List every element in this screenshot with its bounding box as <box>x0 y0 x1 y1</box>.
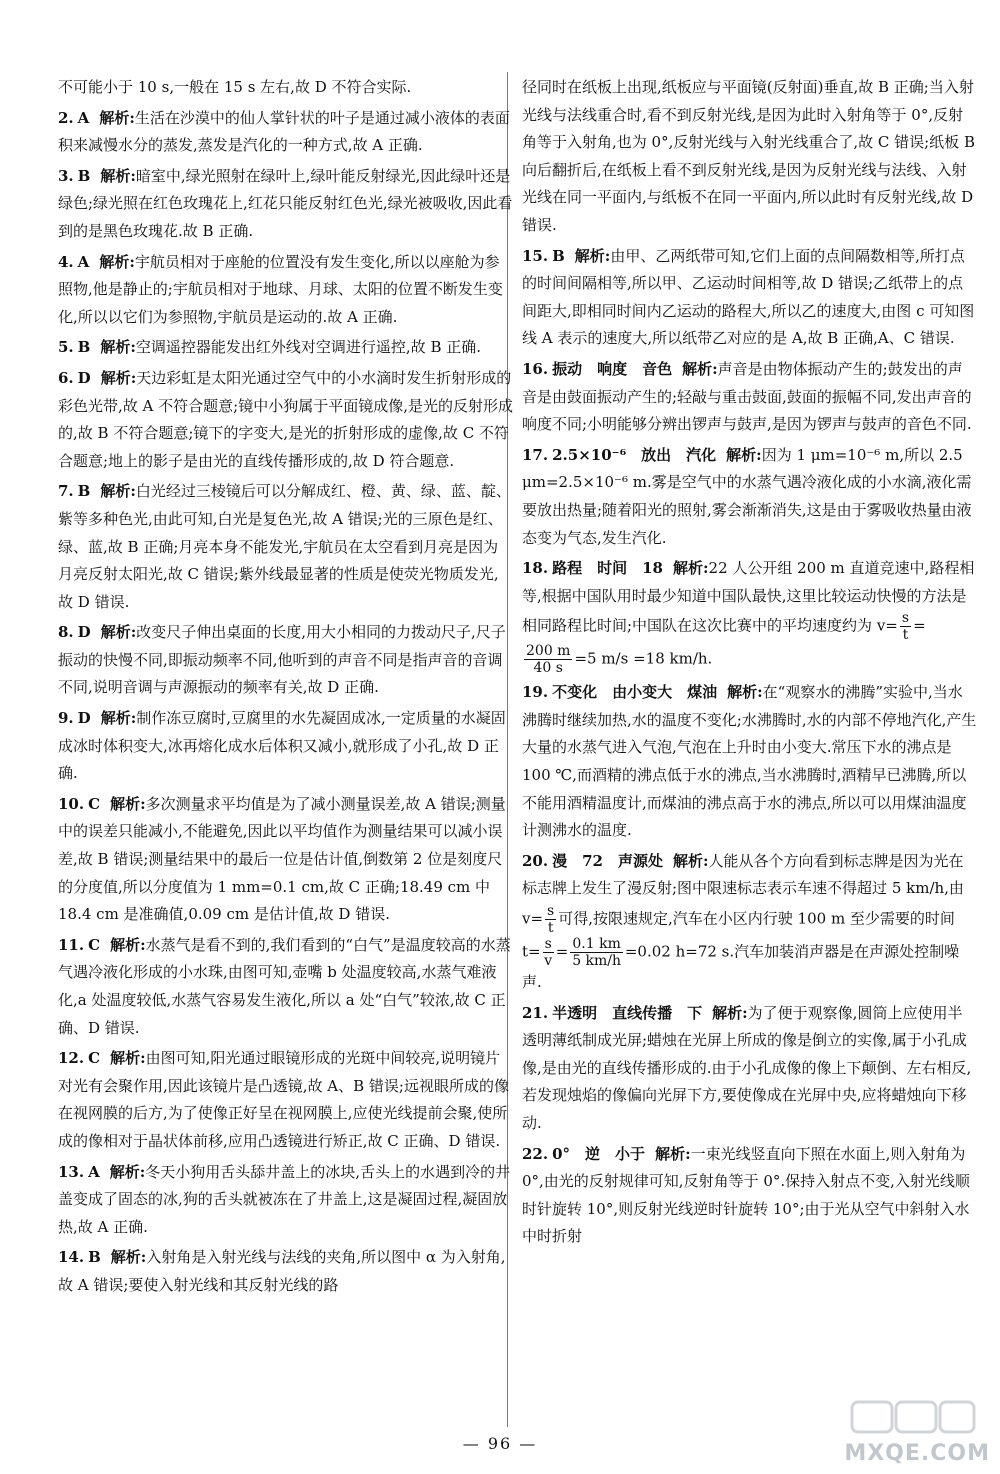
analysis-label: 解析: <box>574 246 611 265</box>
fraction-denominator: t <box>902 627 909 644</box>
left-column <box>58 74 513 1303</box>
answer-entry <box>58 791 513 929</box>
answer-key: D <box>77 368 91 387</box>
answer-entry <box>58 705 513 788</box>
analysis-label: 解析: <box>110 794 146 813</box>
answer-entry <box>58 365 513 475</box>
analysis-text: 由图可知,阳光通过眼镜形成的光斑中间较亮,说明镜片对光有会聚作用,因此该镜片是凸透镜,故 A、B 错误;远视眼所成的像在视网膜的后方,为了使像正好呈在视网膜上,应使光线提前会聚,使所成的像相对于晶状体前移,应用凸透镜进行矫正,故 C 正确、D 错误. <box>58 1049 509 1150</box>
analysis-text: 由甲、乙两纸带可知,它们上面的点间隔数相等,所打点的时间间隔相等,所以甲、乙运动时间相等,故 D 错误;乙纸带上的点间距大,即相同时间内乙运动的路程大,所以乙的速度大,由图 c 可知图线 A 表示的速度大,所以纸带乙对应的是 A,故 B 正确,A、C 错误. <box>522 246 975 348</box>
answer-entry <box>58 163 513 246</box>
answer-entry <box>58 932 513 1042</box>
question-number: 16. <box>522 359 549 378</box>
analysis-text: =0.02 h=72 s.汽车加装消声器是在声源处控制噪声. <box>522 942 960 992</box>
answer-entry <box>58 478 513 616</box>
answer-key: A <box>77 252 90 271</box>
answer-key: C <box>88 794 101 813</box>
analysis-text: 暗室中,绿光照射在绿叶上,绿叶能反射绿光,因此绿叶还是绿色;绿光照在红色玫瑰花上,红花只能反射红色光,绿光被吸收,因此看到的是黑色玫瑰花.故 B 正确. <box>58 166 513 240</box>
page-number: — 96 — <box>462 1434 538 1453</box>
answer-entry <box>58 1244 513 1299</box>
analysis-text: 水蒸气是看不到的,我们看到的“白气”是温度较高的水蒸气遇冷液化形成的小水珠,由图可知,壶嘴 b 处温度较高,水蒸气难液化,a 处温度较低,水蒸气容易发生液化,所以 a 处“白气”较浓,故 C 正确、D 错误. <box>58 935 511 1037</box>
question-number: 5. <box>58 338 74 357</box>
answer-key: B <box>552 246 565 265</box>
analysis-label: 解析: <box>726 445 762 464</box>
fraction <box>545 903 556 936</box>
answer-entry <box>58 105 513 160</box>
question-number: 6. <box>58 368 74 387</box>
answer-entry <box>522 243 977 353</box>
analysis-text: 一束光线竖直向下照在水面上,则入射角为 0°,由光的反射规律可知,反射角等于 0°.保持入射点不变,入射光线顺时针旋转 10°,则反射光线逆时针旋转 10°;由于光从空气中斜射入水中时折射 <box>522 1144 970 1246</box>
analysis-text: 空调遥控器能发出红外线对空调进行遥控,故 B 正确. <box>135 338 482 357</box>
answer-entry <box>522 442 977 552</box>
question-number: 2. <box>58 108 74 127</box>
question-number: 17. <box>522 445 549 464</box>
analysis-label: 解析: <box>99 108 135 127</box>
answer-key: 路程 时间 18 <box>552 559 663 578</box>
question-number: 8. <box>58 623 74 642</box>
question-number: 22. <box>522 1144 549 1163</box>
fraction <box>524 643 572 676</box>
analysis-label: 解析: <box>100 623 137 642</box>
question-number: 7. <box>58 482 74 501</box>
question-number: 12. <box>58 1049 85 1068</box>
fraction <box>570 936 622 969</box>
analysis-label: 解析: <box>672 851 709 870</box>
answer-entry <box>58 1045 513 1155</box>
analysis-label: 解析: <box>110 1248 147 1267</box>
answer-key: 振动 响度 音色 <box>552 359 673 378</box>
answer-key: D <box>77 709 91 728</box>
watermark-text: MXQE.COM <box>844 1441 990 1466</box>
analysis-label: 解析: <box>100 482 136 501</box>
question-number: 9. <box>58 709 74 728</box>
right-column <box>522 74 977 1254</box>
analysis-text: 白光经过三棱镜后可以分解成红、橙、黄、绿、蓝、靛、紫等多种色光,由此可知,白光是复色光,故 A 错误;光的三原色是红、绿、蓝,故 B 正确;月亮本身不能发光,宇航员在太空看到月亮是因为月亮反射太阳光,故 C 错误;紫外线最显著的性质是使荧光物质发光,故 D 错误. <box>58 482 511 611</box>
analysis-label: 解析: <box>100 368 137 387</box>
answer-key: D <box>77 623 91 642</box>
question-number: 10. <box>58 794 85 813</box>
question-number: 13. <box>58 1162 85 1181</box>
analysis-text: = <box>913 616 926 635</box>
question-number: 19. <box>522 683 549 702</box>
analysis-text: 可得,按限速规定,汽车在小区内行驶 100 m 至少需要的时间 t= <box>522 909 955 961</box>
answer-entry <box>522 356 977 439</box>
answer-key: 半透明 直线传播 下 <box>552 1003 703 1022</box>
question-number: 11. <box>58 935 85 954</box>
analysis-text: =5 m/s =18 km/h. <box>574 649 713 668</box>
analysis-text: 制作冻豆腐时,豆腐里的水先凝固成冰,一定质量的水凝固成冰时体积变大,冰再熔化成水后体积又减小,就形成了小孔,故 D 正确. <box>58 709 506 783</box>
question-number: 15. <box>522 246 549 265</box>
answer-entry <box>522 1000 977 1138</box>
answer-entry <box>522 555 977 676</box>
question-number: 14. <box>58 1248 85 1267</box>
analysis-label: 解析: <box>712 1003 748 1022</box>
analysis-label: 解析: <box>99 252 135 271</box>
answer-entry <box>58 334 513 362</box>
analysis-text: 声音是由物体振动产生的;鼓发出的声音是由鼓面振动产生的;轻敲与重击鼓面,鼓面的振幅不同,发出声音的响度不同;小明能够分辨出锣声与鼓声,是因为锣声与鼓声的音色不同. <box>522 359 972 434</box>
question-number: 4. <box>58 252 74 271</box>
analysis-label: 解析: <box>100 338 136 357</box>
fraction-numerator: s <box>544 936 552 953</box>
analysis-text: 因为 1 μm=10⁻⁶ m,所以 2.5 μm=2.5×10⁻⁶ m.雾是空气中的水蒸气遇冷液化成的小水滴,液化需要放出热量;随着阳光的照射,雾会渐渐消失,这是由于雾吸收热量由液态变为气态,发生汽化. <box>522 445 972 547</box>
answer-entry <box>522 679 977 845</box>
analysis-text: = <box>555 942 569 961</box>
fraction-denominator: 40 s <box>533 660 563 677</box>
analysis-text: 22 人公开组 200 m 直道竞速中,路程相等,根据中国队用时最少知道中国队最快,这里比较运动快慢的方法是相同路程比时间;中国队在这次比赛中的平均速度约为 v= <box>522 559 975 635</box>
answer-key: C <box>88 1049 101 1068</box>
fraction-numerator: s <box>547 903 555 920</box>
analysis-text: 改变尺子伸出桌面的长度,用大小相同的力拨动尺子,尺子振动的快慢不同,即振动频率不同,他听到的声音不同是指声音的音调不同,说明音调与声源振动的频率有关,故 D 正确. <box>58 623 506 697</box>
analysis-text: 多次测量求平均值是为了减小测量误差,故 A 错误;测量中的误差只能减小,不能避免,因此以平均值作为测量结果可以减小误差,故 B 错误;测量结果中的最后一位是估计值,倒数第 2 位是刻度尺的分度值,所以分度值为 1 mm=0.1 cm,故 C 正确;18.49 cm 中 18.4 cm 是准确值,0.09 cm 是估计值,故 D 错误. <box>58 794 506 924</box>
analysis-text: 在“观察水的沸腾”实验中,当水沸腾时继续加热,水的温度不变化;水沸腾时,水的内部不停地汽化,产生大量的水蒸气进入气泡,气泡在上升时由小变大.常压下水的沸点是 100 ℃,而酒精的沸点低于水的沸点,当水沸腾时,酒精早已沸腾,所以不能用酒精温度计,而煤油的沸点高于水的沸点,所以可以用煤油温度计测沸水的温度. <box>522 683 977 840</box>
fraction <box>543 936 554 969</box>
answer-key: A <box>88 1162 100 1181</box>
answer-key: B <box>77 482 91 501</box>
answer-entry <box>522 1141 977 1251</box>
question-number: 3. <box>58 166 74 185</box>
answer-key: 不变化 由小变大 煤油 <box>552 683 718 702</box>
fraction-denominator: v <box>544 953 553 970</box>
fraction-numerator: s <box>901 610 910 627</box>
analysis-text: 冬天小狗用舌头舔井盖上的冰块,舌头上的水遇到冷的井盖变成了固态的冰,狗的舌头就被冻在了井盖上,这是凝固过程,凝固放热,故 A 正确. <box>58 1162 511 1236</box>
fraction <box>900 610 911 643</box>
analysis-label: 解析: <box>110 935 146 954</box>
analysis-label: 解析: <box>655 1144 691 1163</box>
answer-key: 2.5×10⁻⁶ 放出 汽化 <box>552 445 717 464</box>
analysis-text: 为了便于观察像,圆筒上应使用半透明薄纸制成光屏;蜡烛在光屏上所成的像是倒立的实像,属于小孔成像,是由光的直线传播形成的.由于小孔成像的像上下颠倒、左右相反,若发现烛焰的像偏向光屏下方,要使像成在光屏中央,应将蜡烛向下移动. <box>522 1003 972 1132</box>
question-number: 20. <box>522 851 549 870</box>
analysis-label: 解析: <box>100 709 137 728</box>
answer-entry <box>58 1159 513 1242</box>
analysis-label: 解析: <box>109 1162 146 1181</box>
continued-text: 不可能小于 10 s,一般在 15 s 左右,故 D 不符合实际. <box>58 78 412 96</box>
answer-key: B <box>77 338 91 357</box>
question-number: 21. <box>522 1003 549 1022</box>
answer-key: 0° 逆 小于 <box>552 1144 646 1163</box>
question-number: 18. <box>522 559 549 578</box>
analysis-label: 解析: <box>682 359 718 378</box>
analysis-text: 人能从各个方向看到标志牌是因为光在标志牌上发生了漫反射;图中限速标志表示车速不得超过 5 km/h,由 v= <box>522 851 964 928</box>
analysis-text: 宇航员相对于座舱的位置没有发生变化,所以以座舱为参照物,他是静止的;宇航员相对于地球、月球、太阳的位置不断发生变化,所以以它们为参照物,宇航员是运动的.故 A 正确. <box>58 252 503 326</box>
answer-key: 漫 72 声源处 <box>552 851 663 870</box>
answer-entry <box>522 848 977 997</box>
answer-key: C <box>88 935 101 954</box>
answer-key: B <box>77 166 91 185</box>
analysis-label: 解析: <box>110 1049 146 1068</box>
answer-entry <box>58 249 513 332</box>
analysis-text: 入射角是入射光线与法线的夹角,所以图中 α 为入射角,故 A 错误;要使入射光线和其反射光线的路 <box>58 1248 506 1294</box>
analysis-label: 解析: <box>672 559 709 578</box>
analysis-text: 天边彩虹是太阳光通过空气中的小水滴时发生折射形成的彩色光带,故 A 不符合题意;镜中小狗属于平面镜成像,是光的反射形成的,故 B 不符合题意;镜下的字变大,是光的折射形成的虚像,故 C 不符合题意;地上的影子是由光的直线传播形成的,故 D 符合题意. <box>58 368 513 470</box>
answer-entry <box>58 619 513 702</box>
fraction-denominator: t <box>547 920 554 937</box>
fraction-denominator: 5 km/h <box>572 953 622 970</box>
analysis-label: 解析: <box>727 683 763 702</box>
answer-key: B <box>88 1248 101 1267</box>
fraction-numerator: 200 m <box>526 643 571 660</box>
continued-text: 径同时在纸板上出现,纸板应与平面镜(反射面)垂直,故 B 正确;当入射光线与法线重合时,看不到反射光线,是因为此时入射角等于 0°,反射角等于入射角,也为 0°,反射光线与入射光线重合了,故 C 错误;纸板 B 向后翻折后,在纸板上看不到反射光线,是因为反射光线与法线、入射光线在同一平面内,与纸板不在同一平面内,所以此时有反射光线,故 D 错误. <box>522 78 975 234</box>
fraction-numerator: 0.1 km <box>572 936 621 953</box>
analysis-label: 解析: <box>100 166 136 185</box>
answer-key: A <box>77 108 90 127</box>
analysis-text: 生活在沙漠中的仙人掌针状的叶子是通过减小液体的表面积来减慢水分的蒸发,蒸发是汽化的一种方式,故 A 正确. <box>58 108 510 155</box>
